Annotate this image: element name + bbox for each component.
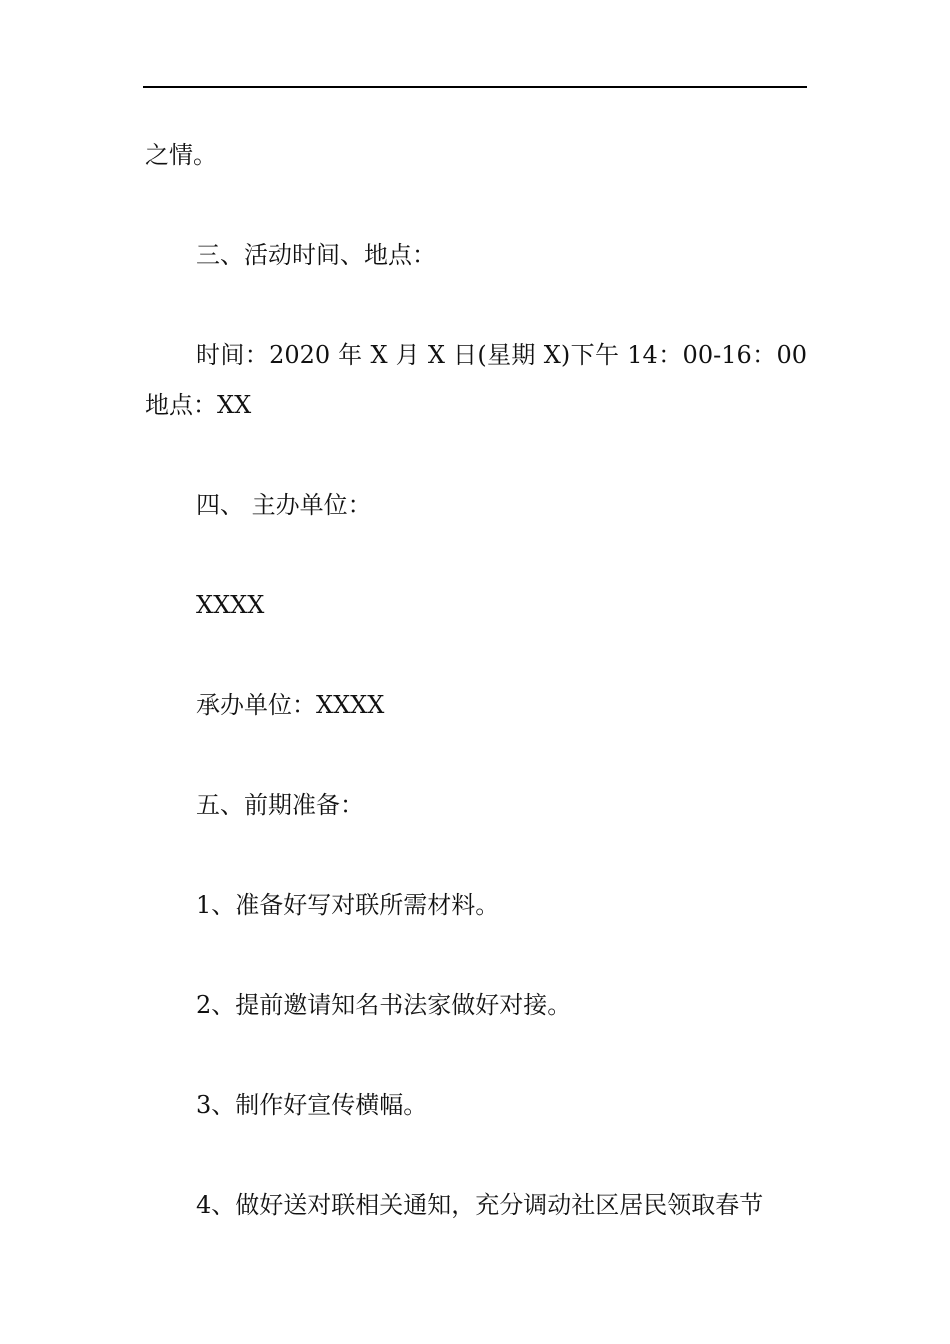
section-heading-time-location: 三、活动时间、地点： — [196, 241, 436, 269]
document-body — [145, 130, 807, 1230]
prep-list-item: 4、做好送对联相关通知，充分调动社区居民领取春节 — [196, 1191, 764, 1219]
section-heading-preparation: 五、前期准备： — [196, 791, 364, 819]
organizer-unit-text: 承办单位：XXXX — [196, 691, 385, 719]
prep-list-item: 2、提前邀请知名书法家做好对接。 — [196, 991, 572, 1019]
time-location-text: 时间：2020 年 X 月 X 日(星期 X)下午 14：00-16：00 地点：XX — [145, 341, 807, 419]
continuation-text: 之情。 — [145, 141, 217, 169]
prep-list-item: 1、准备好写对联所需材料。 — [196, 891, 500, 919]
section-heading-host: 四、 主办单位： — [196, 491, 372, 519]
prep-list-item: 3、制作好宣传横幅。 — [196, 1091, 428, 1119]
header-rule — [143, 86, 807, 88]
host-unit-text: XXXX — [196, 591, 265, 619]
